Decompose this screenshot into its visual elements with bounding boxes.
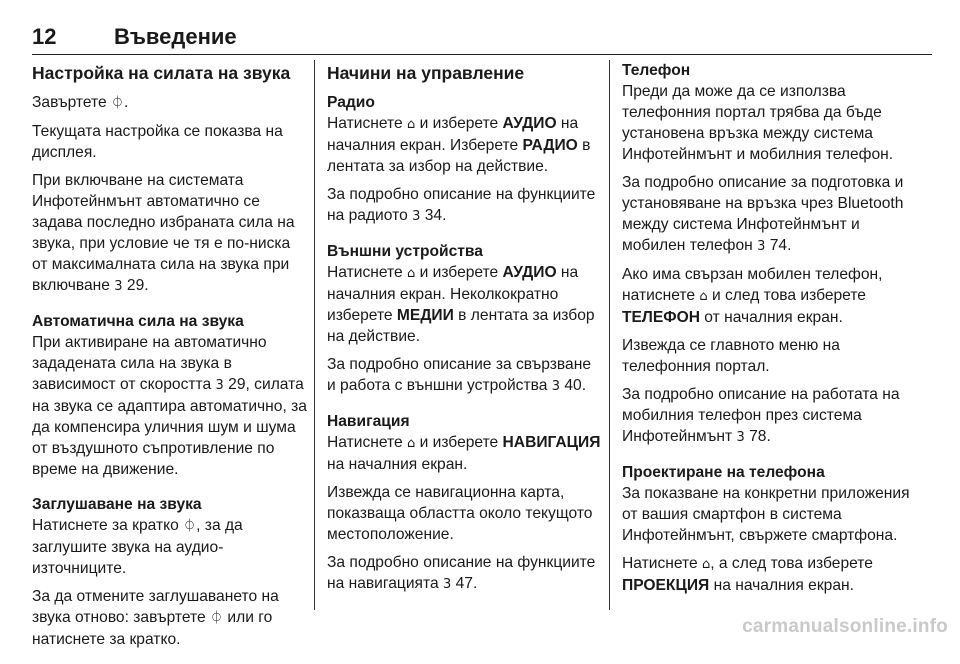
subsection-title: Външни устройства [327,243,483,260]
subsection-title: Заглушаване на звука [32,496,202,513]
menu-label-audio: АУДИО [502,115,557,132]
subsection-title: Навигация [327,413,410,430]
column-3 [622,60,922,610]
page-ref-icon: 3 [736,430,745,445]
volume-knob-icon: ⏀ [111,96,125,111]
column-2 [327,60,602,609]
subsection-title: Телефон [622,62,691,79]
menu-label-navigation: НАВИГАЦИЯ [502,434,601,451]
home-icon: ⌂ [406,266,416,281]
paragraph: Натиснете ⌂ и изберете НАВИГАЦИЯ на началния екран. [327,434,601,473]
section-auto-volume [32,311,308,480]
menu-label-radio: РАДИО [522,137,578,154]
page-header [32,14,932,55]
paragraph: Преди да може да се използва телефонния портал трябва да бъде установена връзка между система Инфотейнмънт и мобилния телефон. [622,83,894,163]
paragraph: За да отмените заглушаването на звука отново: завъртете ⏀ или го натиснете за кратко. [32,588,279,648]
paragraph: За показване на конкретни приложения от вашия смартфон в система Инфотейнмънт, свържете смартфона. [622,485,910,544]
page-ref-link[interactable]: 40 [564,377,582,394]
section-mute [32,494,308,650]
column-divider [314,60,315,610]
volume-knob-icon: ⏀ [210,611,224,626]
column-1 [32,60,308,664]
menu-label-media: МЕДИИ [396,307,454,324]
paragraph: Извежда се навигационна карта, показваща областта около текущото местоположение. [327,484,593,543]
page-ref-icon: 3 [114,279,123,294]
page-ref-icon: 3 [442,577,452,592]
section-title-controls: Начини на управление [327,63,525,83]
subsection-title: Проектиране на телефона [622,464,825,481]
page-number: 12 [32,24,57,49]
section-phone [622,60,922,448]
menu-label-phone: ТЕЛЕФОН [622,309,700,326]
section-radio [327,92,602,227]
paragraph: Текущата настройка се показва на дисплея. [32,123,283,161]
page-ref-link[interactable]: 47 [455,575,473,592]
home-icon: ⌂ [701,557,711,572]
paragraph: Натиснете ⌂, а след това изберете ПРОЕКЦИЯ на началния екран. [622,555,873,594]
home-icon: ⌂ [699,289,708,304]
paragraph: За подробно описание на работата на мобилния телефон през система Инфотейнмънт 3 78. [622,386,900,445]
section-external-devices [327,241,602,397]
page-ref-link[interactable]: 74 [769,237,788,254]
paragraph: Натиснете ⌂ и изберете АУДИО на началния екран. Изберете РАДИО в лентата за избор на действие. [327,115,591,175]
paragraph: Извежда се главното меню на телефонния портал. [622,337,840,375]
section-phone-projection [622,462,922,596]
page-ref-icon: 3 [757,239,766,254]
menu-label-projection: ПРОЕКЦИЯ [622,577,710,594]
volume-knob-icon: ⏀ [183,519,197,534]
home-icon: ⌂ [406,436,416,451]
section-title-volume: Настройка на силата на звука [32,63,291,83]
page-ref-link[interactable]: 29 [126,277,145,294]
section-navigation [327,411,602,595]
subsection-title: Автоматична сила на звука [32,313,244,330]
paragraph: Ако има свързан мобилен телефон, натиснете ⌂ и след това изберете ТЕЛЕФОН от началния екран. [622,266,883,326]
paragraph: Завъртете ⏀. [32,94,129,111]
page-ref-icon: 3 [215,378,224,393]
paragraph: За подробно описание на функциите на навигацията 3 47. [327,554,596,592]
paragraph: Натиснете за кратко ⏀, за да заглушите звука на аудио-източниците. [32,517,243,577]
paragraph: При включване на системата Инфотейнмънт автоматично се задава последно избраната сила на звука, при условие че тя е по-ниска от максималната сила на звука при включване 3 29. [32,172,295,294]
paragraph: Натиснете ⌂ и изберете АУДИО на началния екран. Неколкократно изберете МЕДИИ в лентата за избор на действие. [327,264,595,345]
subsection-title: Радио [327,94,375,111]
page-ref-icon: 3 [551,379,560,394]
menu-label-audio: АУДИО [502,264,557,281]
home-icon: ⌂ [406,117,416,132]
page-ref-icon: 3 [412,209,421,224]
page-ref-link[interactable]: 78 [749,428,767,445]
page-ref-link[interactable]: 29 [228,376,246,393]
watermark: carmanualsonline.info [742,616,948,637]
paragraph: За подробно описание за подготовка и установяване на връзка чрез Bluetooth между система Инфотейнмънт и мобилен телефон 3 74. [622,174,904,254]
column-divider [609,60,610,610]
paragraph: При активиране на автоматично зададената сила на звука в зависимост от скоростта 3 29, силата на звука се адаптира автоматично, за да компенсира уличния шум и шума от въздушното съпротивление по време на движение. [32,334,307,478]
paragraph: За подробно описание за свързване и работа с външни устройства 3 40. [327,356,591,394]
chapter-title: Въведение [114,24,237,49]
paragraph: За подробно описание на функциите на радиото 3 34. [327,186,596,224]
page-ref-link[interactable]: 34 [424,207,443,224]
